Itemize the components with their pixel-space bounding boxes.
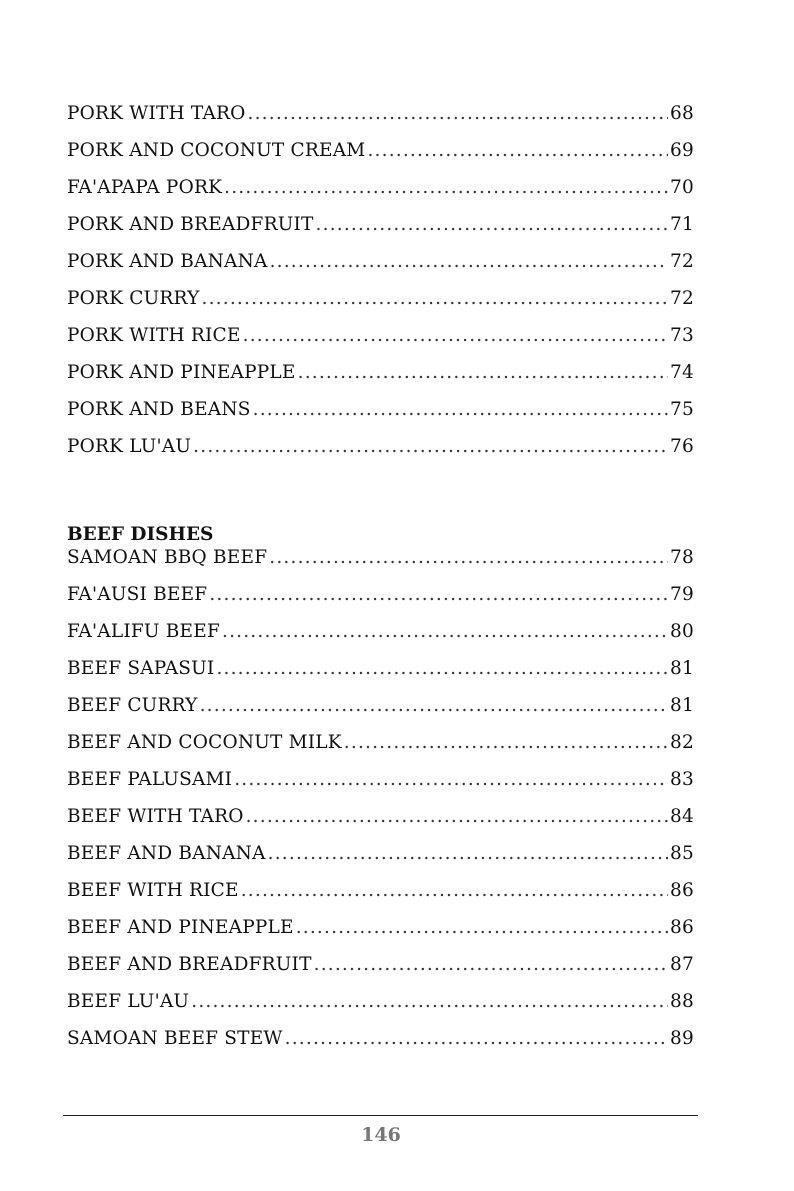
dot-leader <box>200 695 668 716</box>
dot-leader <box>224 177 668 198</box>
toc-entry-page: 72 <box>670 288 694 309</box>
toc-entry <box>67 806 694 843</box>
toc-entry-page: 89 <box>670 1028 694 1049</box>
toc-entry <box>67 658 694 695</box>
toc-entry <box>67 732 694 769</box>
toc-entry <box>67 769 694 806</box>
toc-entry <box>67 621 694 658</box>
toc-entry-title: PORK LU'AU <box>67 436 192 457</box>
beef-entries-list <box>67 547 694 1065</box>
toc-entry <box>67 991 694 1028</box>
toc-entry-title: BEEF LU'AU <box>67 991 190 1012</box>
dot-leader <box>298 362 668 383</box>
toc-entry <box>67 584 694 621</box>
toc-entry <box>67 140 694 177</box>
toc-entry-title: PORK AND PINEAPPLE <box>67 362 296 383</box>
toc-entry <box>67 917 694 954</box>
toc-entry-page: 80 <box>670 621 694 642</box>
toc-entry-title: SAMOAN BBQ BEEF <box>67 547 268 568</box>
toc-entry <box>67 1028 694 1065</box>
footer-rule <box>63 1115 698 1116</box>
toc-entry-page: 74 <box>670 362 694 383</box>
dot-leader <box>285 1028 668 1049</box>
toc-entry-page: 82 <box>670 732 694 753</box>
toc-entry-title: PORK CURRY <box>67 288 200 309</box>
toc-entry-title: BEEF AND COCONUT MILK <box>67 732 342 753</box>
toc-entry-page: 79 <box>670 584 694 605</box>
dot-leader <box>296 917 668 938</box>
dot-leader <box>241 880 668 901</box>
toc-entry <box>67 288 694 325</box>
toc-entry-page: 73 <box>670 325 694 346</box>
dot-leader <box>234 769 668 790</box>
toc-entry-title: BEEF WITH RICE <box>67 880 239 901</box>
toc-entry-title: FA'APAPA PORK <box>67 177 223 198</box>
table-of-contents <box>67 103 694 1065</box>
toc-entry-title: BEEF AND BANANA <box>67 843 266 864</box>
dot-leader <box>268 843 668 864</box>
toc-entry <box>67 251 694 288</box>
toc-entry <box>67 214 694 251</box>
dot-leader <box>191 991 668 1012</box>
toc-entry <box>67 880 694 917</box>
toc-entry-title: BEEF CURRY <box>67 695 198 716</box>
toc-entry <box>67 843 694 880</box>
toc-entry-page: 70 <box>670 177 694 198</box>
toc-entry-title: BEEF AND PINEAPPLE <box>67 917 294 938</box>
toc-entry <box>67 436 694 473</box>
toc-entry-page: 86 <box>670 880 694 901</box>
pork-entries-list <box>67 103 694 473</box>
toc-entry-title: PORK WITH RICE <box>67 325 241 346</box>
toc-entry-title: PORK AND COCONUT CREAM <box>67 140 366 161</box>
toc-entry-title: PORK AND BANANA <box>67 251 268 272</box>
toc-entry-title: PORK WITH TARO <box>67 103 246 124</box>
section-heading-beef: BEEF DISHES <box>67 524 214 545</box>
toc-entry-page: 72 <box>670 251 694 272</box>
toc-entry-title: BEEF PALUSAMI <box>67 769 233 790</box>
dot-leader <box>269 547 668 568</box>
toc-entry <box>67 103 694 140</box>
toc-entry-page: 78 <box>670 547 694 568</box>
dot-leader <box>193 436 668 457</box>
toc-entry-page: 68 <box>670 103 694 124</box>
toc-entry-page: 76 <box>670 436 694 457</box>
dot-leader <box>222 621 668 642</box>
page-number: 146 <box>361 1124 401 1146</box>
toc-entry <box>67 325 694 362</box>
dot-leader <box>253 399 668 420</box>
toc-entry-page: 88 <box>670 991 694 1012</box>
toc-entry-page: 69 <box>670 140 694 161</box>
toc-entry-title: BEEF SAPASUI <box>67 658 215 679</box>
dot-leader <box>316 214 669 235</box>
section-spacer <box>67 473 694 509</box>
dot-leader <box>344 732 668 753</box>
toc-entry-page: 86 <box>670 917 694 938</box>
toc-entry-page: 71 <box>670 214 694 235</box>
dot-leader <box>243 325 668 346</box>
toc-entry <box>67 695 694 732</box>
toc-entry-page: 84 <box>670 806 694 827</box>
dot-leader <box>209 584 668 605</box>
dot-leader <box>202 288 669 309</box>
toc-entry-title: PORK AND BEANS <box>67 399 251 420</box>
toc-entry-title: SAMOAN BEEF STEW <box>67 1028 283 1049</box>
toc-entry-page: 87 <box>670 954 694 975</box>
dot-leader <box>216 658 668 679</box>
toc-entry-page: 75 <box>670 399 694 420</box>
toc-entry-page: 83 <box>670 769 694 790</box>
toc-entry <box>67 177 694 214</box>
toc-entry-title: BEEF WITH TARO <box>67 806 244 827</box>
toc-entry-title: FA'AUSI BEEF <box>67 584 208 605</box>
toc-entry-title: BEEF AND BREADFRUIT <box>67 954 312 975</box>
dot-leader <box>246 806 668 827</box>
toc-entry <box>67 547 694 584</box>
toc-entry <box>67 362 694 399</box>
toc-entry <box>67 954 694 991</box>
toc-entry <box>67 399 694 436</box>
dot-leader <box>367 140 668 161</box>
toc-entry-title: PORK AND BREADFRUIT <box>67 214 314 235</box>
toc-entry-title: FA'ALIFU BEEF <box>67 621 220 642</box>
dot-leader <box>314 954 668 975</box>
dot-leader <box>248 103 669 124</box>
toc-entry-page: 85 <box>670 843 694 864</box>
toc-entry-page: 81 <box>670 695 694 716</box>
toc-entry-page: 81 <box>670 658 694 679</box>
dot-leader <box>270 251 668 272</box>
